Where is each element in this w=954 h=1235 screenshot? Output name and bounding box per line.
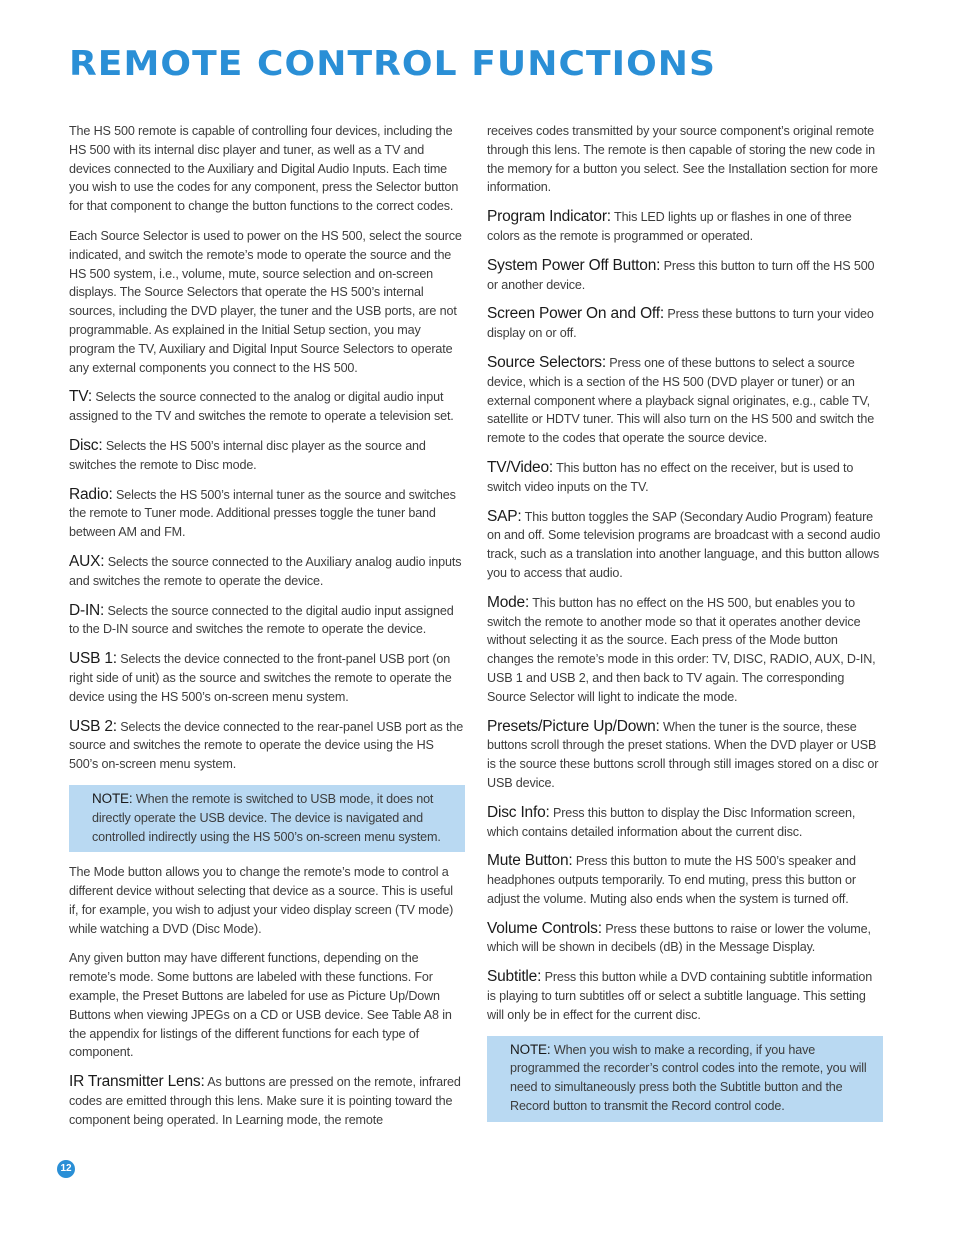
item-usb-1 (69, 650, 465, 706)
item-radio (69, 486, 465, 542)
item-joiner: and (606, 305, 641, 323)
item-text: Selects the source connected to the digital audio input assigned to the D-IN source and switches the remote to operate the device. (69, 603, 454, 637)
note-label: NOTE: (92, 790, 133, 806)
item-term: TV: (69, 388, 92, 406)
item-d-in (69, 602, 465, 640)
item-text: This button has no effect on the receiver, but is used to switch video inputs on the TV. (487, 460, 854, 494)
item-mute-button (487, 852, 883, 908)
item-text: Selects the device connected to the front-panel USB port (on right side of unit) as the source and switches the remote to operate the device using the HS 500’s on-screen menu system. (69, 652, 452, 704)
left-column (69, 122, 465, 1141)
ir-continued-paragraph: receives codes transmitted by your source component’s original remote through this lens. The remote is then capable of storing the new code in the memory for a button you select. See the Installation section for more information. (487, 124, 878, 195)
item-program-indicator (487, 208, 883, 246)
functions-paragraph: Any given button may have different functions, depending on the remote’s mode. Some buttons are labeled with these functions. For example, the Preset Buttons are labeled for use as Picture Up/Down Buttons when viewing JPEGs on a CD or USB device. See Table A8 in the appendix for listings of the different functions for each type of component. (69, 951, 452, 1060)
item-subtitle (487, 968, 883, 1024)
item-term: Presets/Picture Up/Down: (487, 717, 660, 735)
item-aux (69, 553, 465, 591)
intro-paragraph-1: The HS 500 remote is capable of controlling four devices, including the HS 500 with its internal disc player and tuner, as well as a TV and devices connected to the Auxiliary and Digital Audio Inputs. Each time you wish to use the codes for any component, press the Selector button for that component to change the button functions to the correct codes. (69, 124, 459, 214)
item-term: Volume Controls: (487, 919, 602, 937)
item-term: USB 2: (69, 717, 117, 735)
item-text: When the tuner is the source, these buttons scroll through the preset stations. When the DVD player or USB is the source these buttons scroll through still images stored on a disc or USB device. (487, 719, 879, 790)
item-term: USB 1: (69, 650, 117, 668)
item-term: Source Selectors: (487, 353, 606, 371)
item-text: Selects the source connected to the Auxiliary analog audio inputs and switches the remote to operate the device. (69, 554, 462, 588)
item-text: Press this button while a DVD containing subtitle information is playing to turn subtitles off or select a subtitle language. This setting will only be in effect for the current disc. (487, 970, 873, 1022)
mode-paragraph: The Mode button allows you to change the remote’s mode to control a different device without selecting that device as a source. This is useful if, for example, you wish to adjust your video display screen (TV mode) while watching a DVD (Disc Mode). (69, 865, 454, 936)
note-text: When the remote is switched to USB mode, it does not directly operate the USB device. The device is navigated and controlled indirectly using the HS 500’s on-screen menu system. (92, 791, 441, 844)
note-label: NOTE: (510, 1041, 551, 1057)
item-tv-video (487, 459, 883, 497)
recording-note-box (487, 1036, 883, 1122)
page-number-badge: 12 (57, 1160, 75, 1178)
item-sap (487, 508, 883, 583)
item-term: Disc Info: (487, 803, 550, 821)
item-text: Selects the HS 500’s internal tuner as the source and switches the remote to Tuner mode. Additional presses toggle the tuner band between AM and FM. (69, 487, 456, 540)
item-screen-power (487, 305, 883, 343)
item-text: Selects the HS 500’s internal disc player as the source and switches the remote to Disc mode. (69, 438, 426, 472)
item-text: Press this button to turn off the HS 500 or another device. (487, 258, 875, 292)
usb-note-box (69, 785, 465, 852)
item-system-power-off (487, 257, 883, 295)
item-mode (487, 594, 883, 707)
intro-paragraph-2: Each Source Selector is used to power on the HS 500, select the source indicated, and switch the remote’s mode to operate the source and the HS 500 system, i.e., volume, mute, source selection and on-screen displays. The Source Selectors that operate the HS 500’s internal sources, including the DVD player, the tuner and the USB ports, are not programmable. As explained in the Initial Setup section, you may program the TV, Auxiliary and Digital Input Source Selectors to operate any external components you connect to the HS 500. (69, 228, 462, 375)
item-term: Mute Button: (487, 852, 573, 870)
item-text: Press this button to display the Disc Information screen, which contains detailed information about the current disc. (487, 805, 856, 839)
item-term: SAP: (487, 507, 522, 525)
item-text: Press this button to mute the HS 500’s speaker and headphones outputs temporarily. To end muting, press this button or adjust the volume. Muting also ends when the system is turned off. (487, 854, 856, 906)
item-disc-info (487, 804, 883, 842)
item-term-2: Off: (640, 305, 664, 323)
item-text: Selects the source connected to the analog or digital audio input assigned to the TV and switches the remote to operate a television set. (69, 390, 454, 424)
item-text: Selects the device connected to the rear-panel USB port as the source and switches the remote to operate the device using the HS 500’s on-screen menu system. (69, 719, 464, 772)
item-text: Press these buttons to turn your video display on or off. (487, 307, 874, 341)
page-title: REMOTE CONTROL FUNCTIONS (69, 44, 717, 84)
item-disc (69, 437, 465, 475)
item-term: Mode: (487, 593, 530, 611)
item-volume-controls (487, 920, 883, 958)
item-usb-2 (69, 718, 465, 774)
item-term: Program Indicator: (487, 208, 611, 226)
item-term: D-IN: (69, 601, 105, 619)
item-ir-transmitter-lens (69, 1073, 465, 1129)
item-term: AUX: (69, 552, 105, 570)
item-text: As buttons are pressed on the remote, infrared codes are emitted through this lens. Make sure it is pointing toward the component being operated. In Learning mode, the remote (69, 1075, 461, 1127)
item-tv (69, 388, 465, 426)
item-text: This LED lights up or flashes in one of three colors as the remote is programmed or operated. (487, 210, 852, 243)
note-text: When you wish to make a recording, if you have programmed the recorder’s control codes into the remote, you will need to simultaneously press both the Subtitle button and the Record button to transmit the Record control code. (510, 1042, 867, 1114)
item-text: Press these buttons to raise or lower the volume, which will be shown in decibels (dB) in the Message Display. (487, 921, 871, 955)
item-term: Disc: (69, 436, 103, 454)
right-column (487, 122, 883, 1133)
item-term: TV/Video: (487, 458, 553, 476)
item-text: Press one of these buttons to select a source device, which is a section of the HS 500 (DVD player or tuner) or an external component where a playback signal originates, e.g., cable TV, satellite or HDTV tuner. This will also turn on the HS 500 and switch the remote to the codes that operate the source device. (487, 355, 875, 446)
item-term: IR Transmitter Lens: (69, 1073, 205, 1091)
item-term: Subtitle: (487, 968, 542, 986)
item-presets-picture (487, 718, 883, 793)
item-term: Screen Power On (487, 305, 607, 323)
item-source-selectors (487, 354, 883, 448)
item-text: This button has no effect on the HS 500, but enables you to switch the remote to another mode so that it operates another device without selecting it as the source. Each press of the Mode button changes the remote’s mode in this order: TV, DISC, RADIO, AUX, D-IN, USB 1 and USB 2, and then back to TV again. The corresponding Source Selector will light to indicate the mode. (487, 595, 876, 704)
item-text: This button toggles the SAP (Secondary Audio Program) feature on and off. Some television programs are broadcast with a second audio track, such as a translation into another language, and this button allows you to access that audio. (487, 509, 881, 580)
item-term: System Power Off Button: (487, 256, 661, 274)
item-term: Radio: (69, 485, 113, 503)
